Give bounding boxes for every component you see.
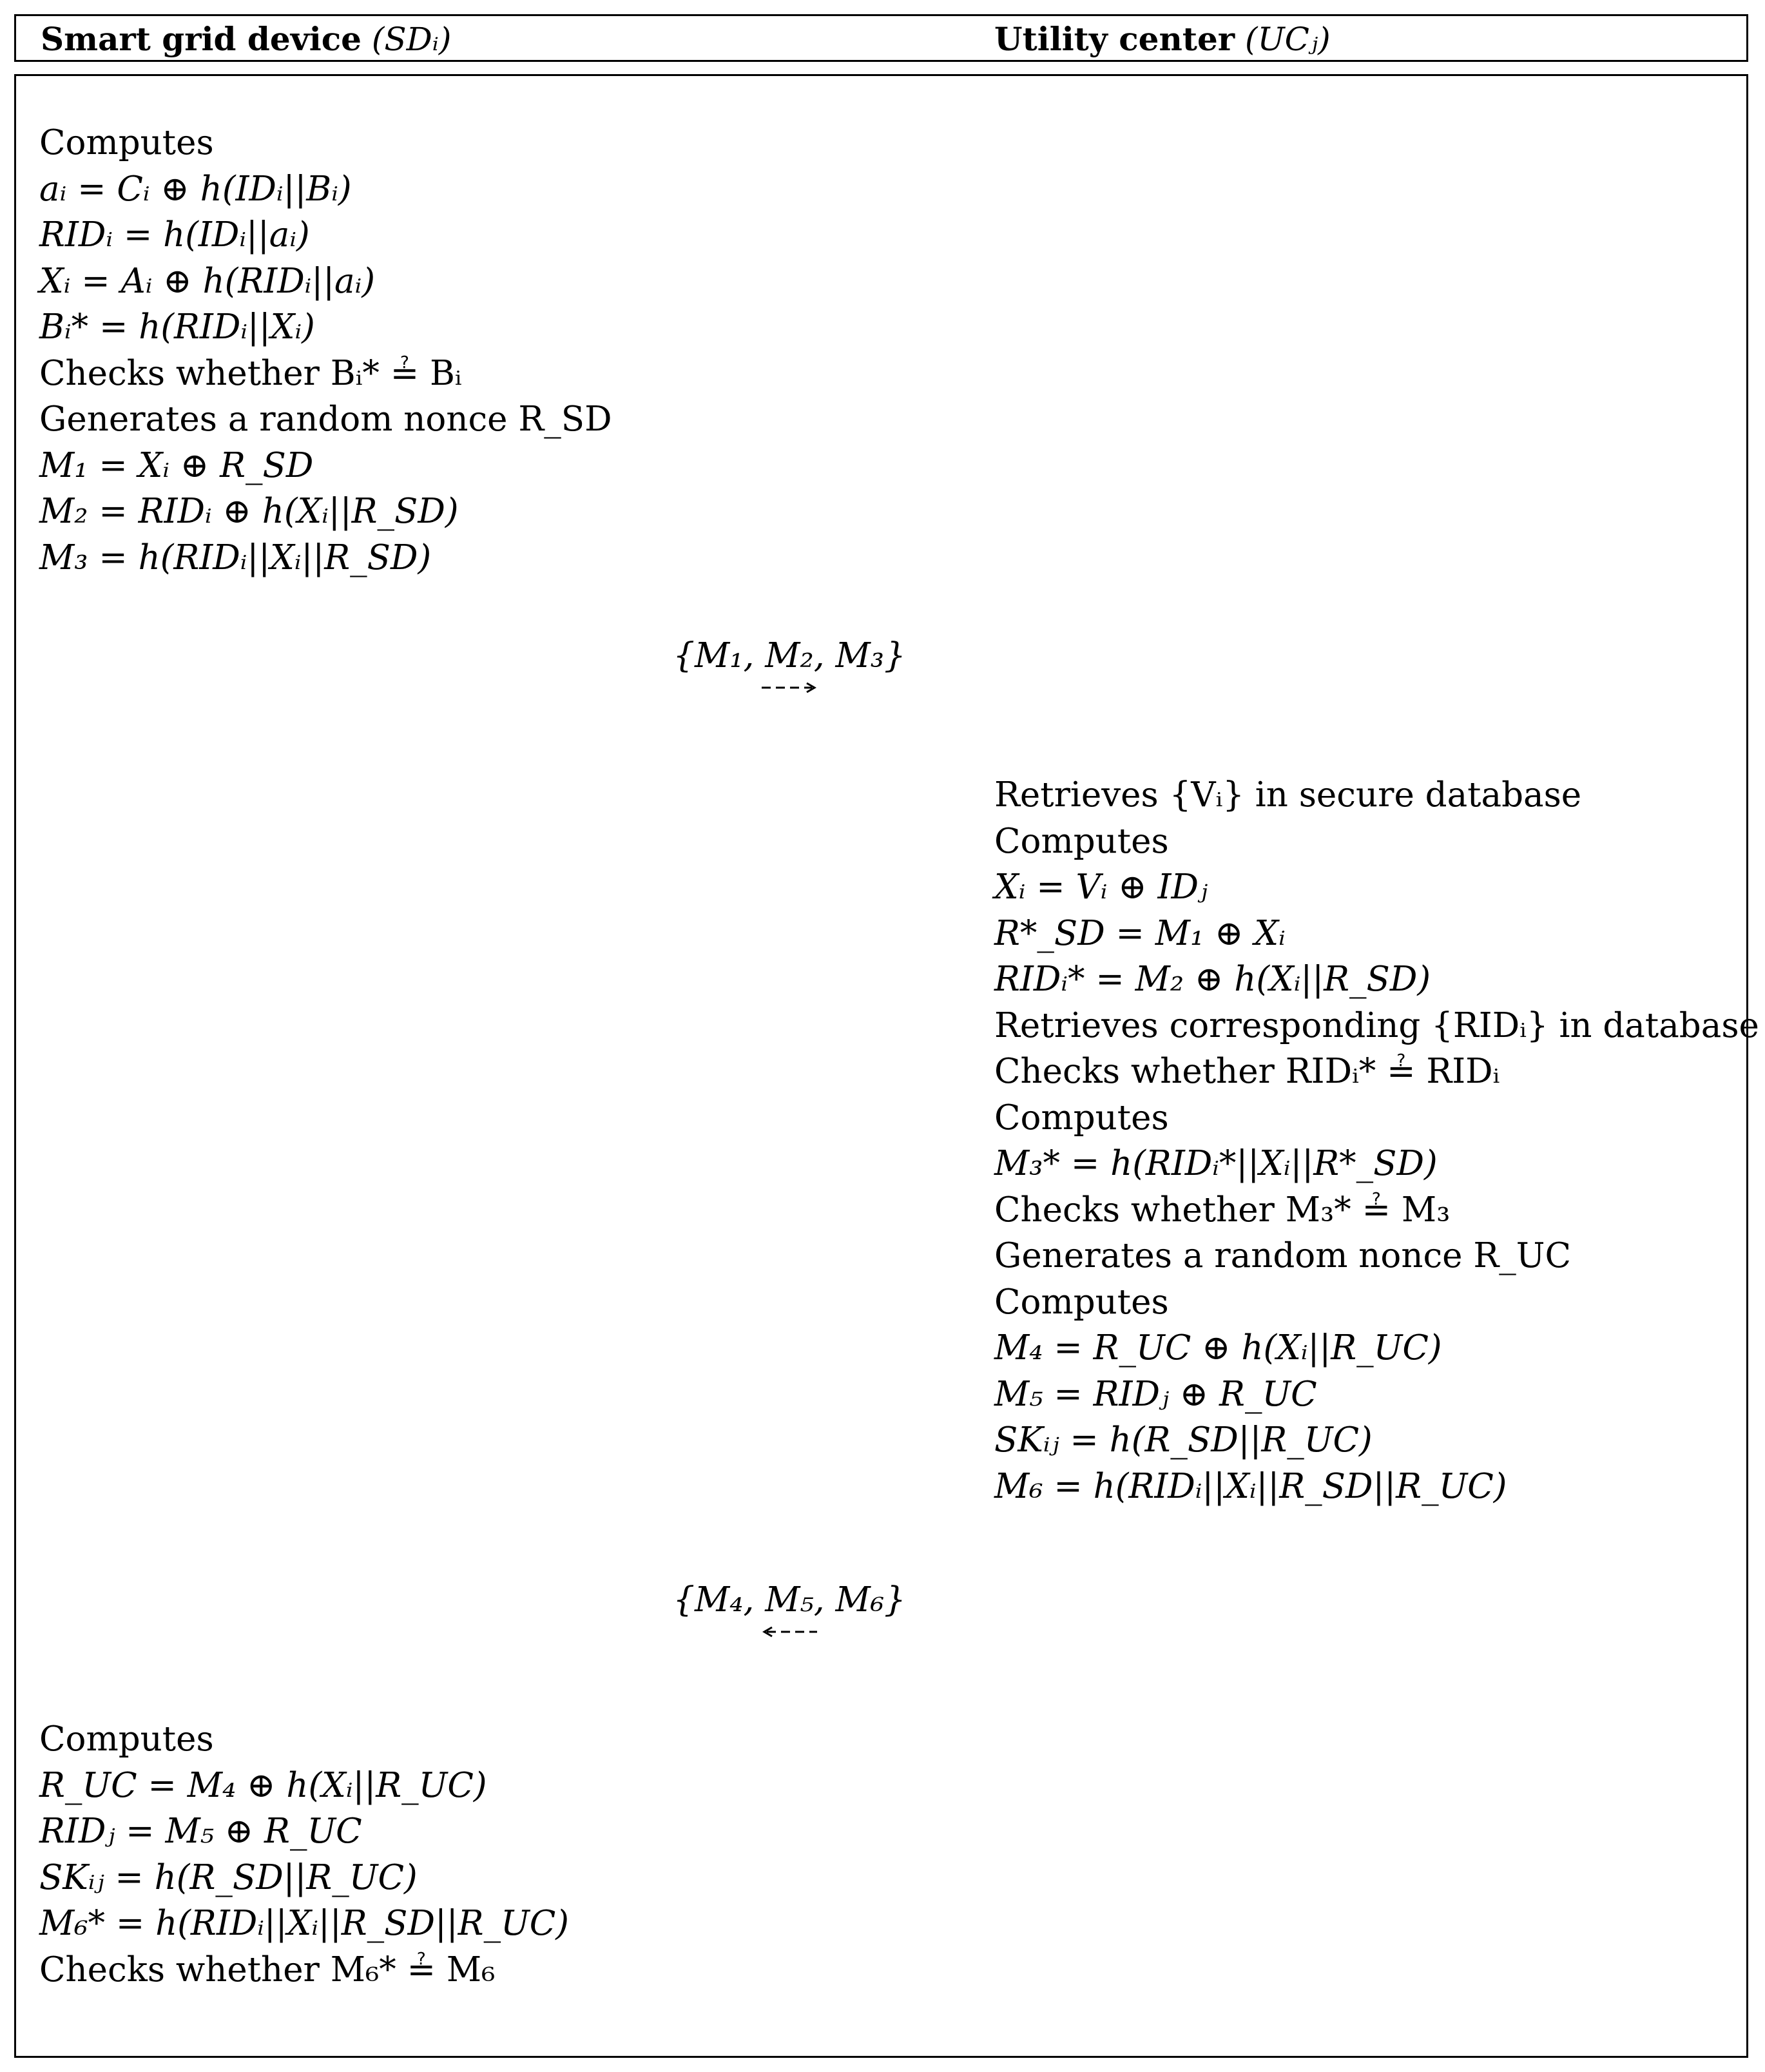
sd2-step: Computes	[39, 1719, 214, 1759]
sd2-step: M₆* = h(RIDᵢ||Xᵢ||R_SD||R_UC)	[39, 1904, 569, 1943]
uc-step: Computes	[994, 1282, 1169, 1322]
arrow-left-icon	[760, 1625, 818, 1639]
sd1-step: Generates a random nonce R_SD	[39, 400, 612, 439]
sd1-step: aᵢ = Cᵢ ⊕ h(IDᵢ||Bᵢ)	[39, 169, 352, 209]
sd2-step: RIDⱼ = M₅ ⊕ R_UC	[39, 1812, 362, 1851]
sd1-step: RIDᵢ = h(IDᵢ||aᵢ)	[39, 215, 310, 255]
uc-step: M₃* = h(RIDᵢ*||Xᵢ||R*_SD)	[994, 1144, 1438, 1183]
uc-step: Retrieves corresponding {RIDᵢ} in database	[994, 1005, 1759, 1045]
uc-step: Checks whether RIDᵢ* ≟ RIDᵢ	[994, 1052, 1500, 1091]
uc-step: M₄ = R_UC ⊕ h(Xᵢ||R_UC)	[994, 1328, 1442, 1368]
uc-step: M₅ = RIDⱼ ⊕ R_UC	[994, 1374, 1317, 1414]
uc-step: Xᵢ = Vᵢ ⊕ IDⱼ	[994, 867, 1208, 907]
message1	[596, 637, 983, 695]
uc-step: RIDᵢ* = M₂ ⊕ h(Xᵢ||R_SD)	[994, 960, 1431, 999]
protocol-frame	[14, 74, 1759, 2058]
uc-step: R*_SD = M₁ ⊕ Xᵢ	[994, 913, 1286, 953]
uc-symbol: (UCⱼ)	[1245, 21, 1331, 58]
uc-step: Computes	[994, 821, 1169, 861]
utility-center-header	[994, 21, 1331, 57]
message2	[596, 1581, 983, 1639]
sd1-step: Computes	[39, 123, 214, 162]
uc-step: Computes	[994, 1098, 1169, 1138]
uc-step: Checks whether M₃* ≟ M₃	[994, 1190, 1451, 1230]
uc-step: M₆ = h(RIDᵢ||Xᵢ||R_SD||R_UC)	[994, 1466, 1507, 1506]
sd-phase1-steps	[39, 120, 612, 581]
sd1-step: M₁ = Xᵢ ⊕ R_SD	[39, 445, 314, 485]
uc-label: Utility center	[994, 20, 1235, 58]
header-bar	[14, 14, 1748, 62]
sd-symbol: (SDᵢ)	[371, 21, 452, 58]
message1-label: {M₁, M₂, M₃}	[673, 636, 906, 675]
sd-phase2-steps	[39, 1716, 569, 1993]
uc-step: Retrieves {Vᵢ} in secure database	[994, 775, 1582, 815]
sd2-step: Checks whether M₆* ≟ M₆	[39, 1950, 496, 1990]
uc-steps	[994, 772, 1759, 1509]
sd-label: Smart grid device	[41, 20, 362, 58]
uc-step: SKᵢⱼ = h(R_SD||R_UC)	[994, 1420, 1373, 1460]
sd1-step: Bᵢ* = h(RIDᵢ||Xᵢ)	[39, 307, 315, 347]
sd1-step: M₂ = RIDᵢ ⊕ h(Xᵢ||R_SD)	[39, 492, 459, 531]
message2-label: {M₄, M₅, M₆}	[673, 1580, 906, 1620]
smart-grid-device-header	[41, 21, 451, 57]
sd2-step: SKᵢⱼ = h(R_SD||R_UC)	[39, 1857, 418, 1897]
uc-step: Generates a random nonce R_UC	[994, 1236, 1571, 1275]
sd2-step: R_UC = M₄ ⊕ h(Xᵢ||R_UC)	[39, 1765, 487, 1805]
sd1-step: Checks whether Bᵢ* ≟ Bᵢ	[39, 353, 462, 393]
sd1-step: M₃ = h(RIDᵢ||Xᵢ||R_SD)	[39, 537, 432, 577]
arrow-right-icon	[760, 681, 818, 695]
sd1-step: Xᵢ = Aᵢ ⊕ h(RIDᵢ||aᵢ)	[39, 261, 375, 301]
